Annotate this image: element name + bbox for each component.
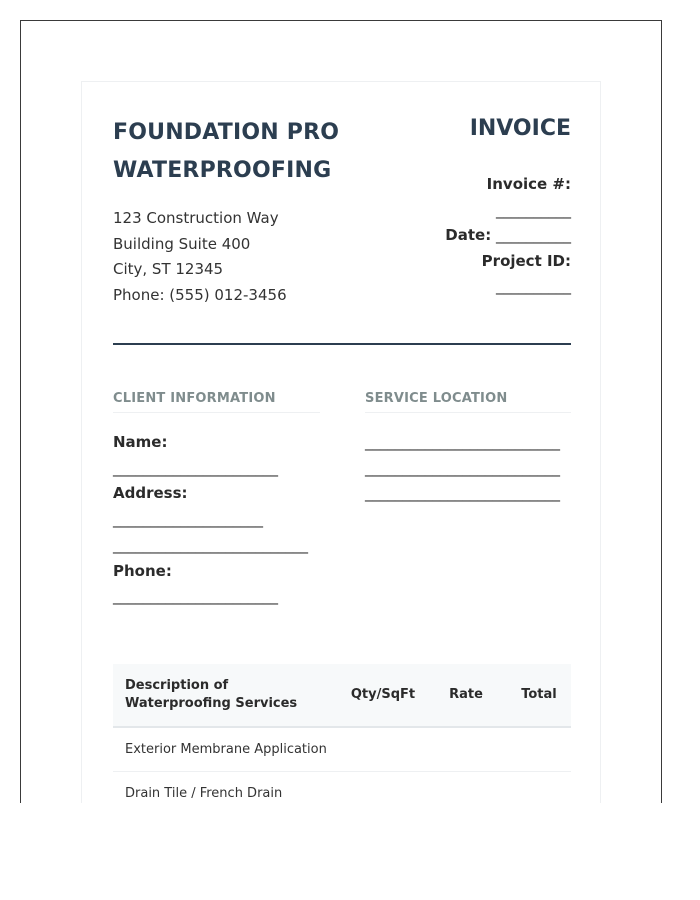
column-header-rate: Rate [449,687,483,702]
company-name-line2: WATERPROOFING [113,158,332,183]
table-row [113,772,571,803]
company-address [113,206,373,309]
company-phone: Phone: (555) 012-3456 [113,286,287,305]
service-location-field-3: __________________________ [365,484,560,503]
company-address-line2: Building Suite 400 [113,234,251,253]
client-name-label: Name: [113,433,168,451]
column-header-description: Description of Waterproofing Services [125,678,298,711]
client-phone-field: ______________________ [113,587,278,606]
client-name-field: ______________________ [113,458,278,477]
invoice-number-field: __________ [496,200,571,219]
table-row [113,728,571,772]
row-description: Drain Tile / French Drain [125,786,283,801]
invoice-title: INVOICE [469,116,571,141]
client-phone-label: Phone: [113,561,172,580]
service-location-field-2: __________________________ [365,458,560,477]
project-id-label: Project ID: [481,251,571,270]
services-table [113,664,571,803]
invoice-date-field: __________ [496,226,571,244]
client-address-field-1: ____________________ [113,510,263,529]
invoice-number-label: Invoice #: [486,175,571,193]
document-frame [20,20,662,803]
company-name-line1: FOUNDATION PRO [113,120,340,145]
client-address-label: Address: [113,484,188,503]
client-address-field-2: __________________________ [113,535,308,554]
client-info-heading: CLIENT INFORMATION [113,391,320,413]
invoice-sheet [81,81,601,803]
company-city: City, ST 12345 [113,260,224,279]
company-address-line1: 123 Construction Way [113,209,279,227]
header-divider [113,343,571,345]
table-header [113,664,571,728]
project-id-field: __________ [496,277,571,295]
company-name [113,114,373,190]
row-description: Exterior Membrane Application [125,742,327,757]
service-location-heading: SERVICE LOCATION [365,391,571,413]
service-location [365,430,571,507]
invoice-meta [371,172,571,300]
invoice-date-row [371,223,571,249]
column-header-total: Total [521,687,557,702]
service-location-field-1: __________________________ [365,433,560,451]
invoice-date-label: Date: [445,226,492,244]
column-header-qty: Qty/SqFt [350,687,416,702]
client-info [113,430,333,610]
